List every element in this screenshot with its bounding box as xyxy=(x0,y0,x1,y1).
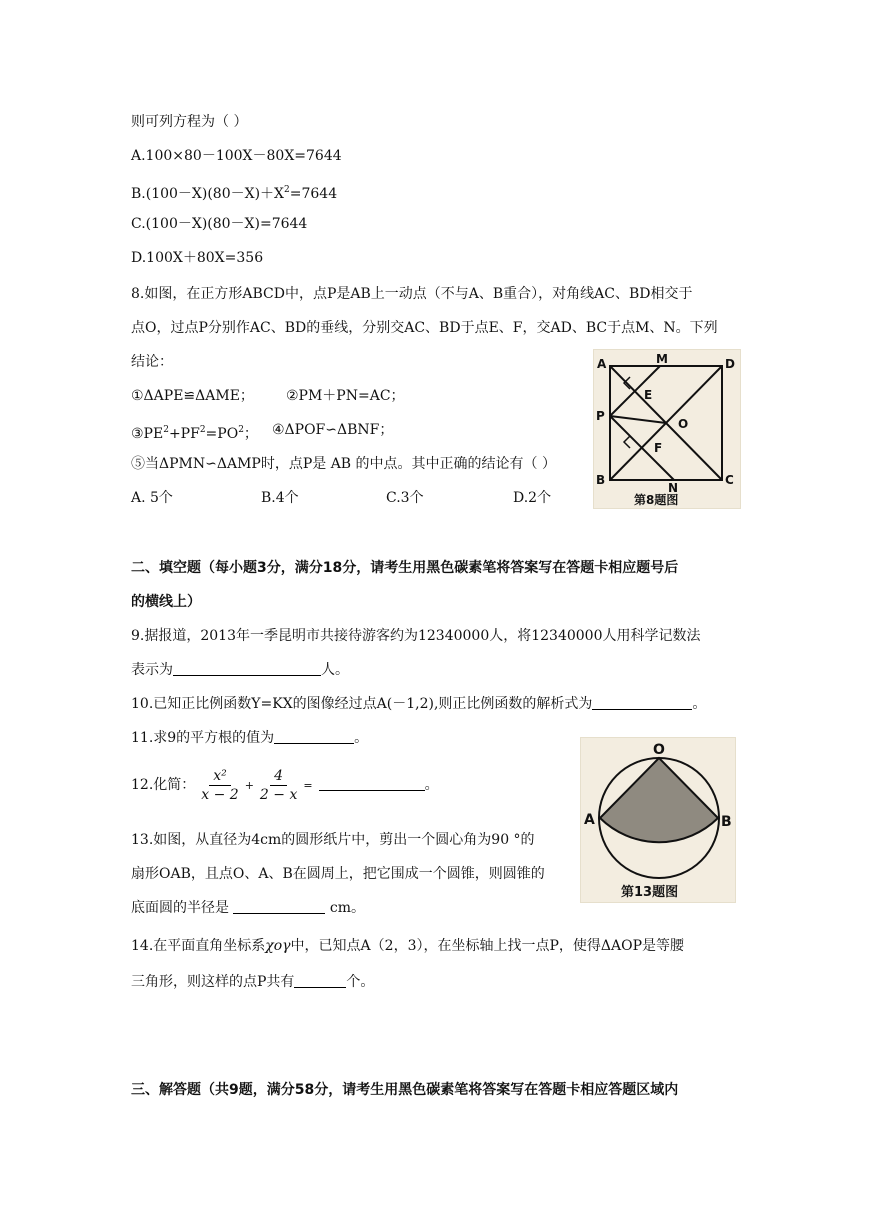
label-b: B xyxy=(721,814,732,830)
sector-oab xyxy=(600,758,718,842)
q7-option-d: D.100X＋80X=356 xyxy=(131,250,264,266)
section-2-heading-line-1: 二、填空题（每小题3分，满分18分，请考生用黑色碳素笔将答案写在答题卡相应题号后 xyxy=(131,560,679,576)
q8-line-1: 8.如图，在正方形ABCD中，点P是AB上一动点（不与A、B重合），对角线AC、BD相交于 xyxy=(131,286,693,302)
q8-option-d: D.2个 xyxy=(513,490,552,506)
q7-option-a: A.100×80－100X－80X=7644 xyxy=(131,148,342,164)
q11-text: 11.求9的平方根的值为 。 xyxy=(131,730,369,746)
q7-option-b: $B.(100-X)(80-X)+X^2=7644$ xyxy=(131,185,338,202)
label-m: M xyxy=(656,352,668,366)
figure-8-caption: 第8题图 xyxy=(634,493,679,507)
q13-line-1: 13.如图，从直径为4cm的圆形纸片中，剪出一个圆心角为90 °的 xyxy=(131,832,535,848)
q8-conclusion-5: ⑤当ΔPMN∽ΔAMP时，点P是 AB 的中点。其中正确的结论有（ ） xyxy=(131,456,556,472)
label-o: O xyxy=(678,417,689,431)
label-e: E xyxy=(644,388,653,402)
line-po xyxy=(610,416,666,423)
q9-answer-blank[interactable] xyxy=(173,661,321,676)
q8-option-a: A. 5个 xyxy=(131,490,173,506)
q12-answer-blank[interactable] xyxy=(319,776,425,791)
q8-conclusion-4: ④ΔPOF∽ΔBNF； xyxy=(272,422,394,438)
label-n: N xyxy=(668,481,679,495)
label-o: O xyxy=(653,742,665,758)
label-p: P xyxy=(596,409,605,423)
section-2-heading-line-2: 的横线上） xyxy=(131,594,201,610)
q10-text: 10.已知正比例函数Y=KX的图像经过点A(－1,2),则正比例函数的解析式为 。 xyxy=(131,696,707,712)
q9-line-1: 9.据报道，2013年一季昆明市共接待游客约为12340000人，将12340000人用科学记数法 xyxy=(131,628,701,644)
label-a: A xyxy=(597,357,607,371)
label-f: F xyxy=(654,441,663,455)
q13-answer-blank[interactable] xyxy=(233,899,325,914)
right-angle-f xyxy=(624,436,630,448)
q12-fraction-1: $\frac{\text{x²}}{x - 2}$ xyxy=(201,767,239,803)
q8-option-b: B.4个 xyxy=(261,490,299,506)
figure-8-diagram xyxy=(594,350,740,508)
q8-conclusion-2: ②PM＋PN=AC； xyxy=(286,388,405,404)
q8-line-2: 点O，过点P分别作AC、BD的垂线，分别交AC、BD于点E、F，交AD、BC于点M、N。下列 xyxy=(131,320,718,336)
q13-line-3: 底面圆的半径是 cm。 xyxy=(131,900,366,916)
section-3-heading: 三、解答题（共9题，满分58分，请考生用黑色碳素笔将答案写在答题卡相应答题区域内 xyxy=(131,1082,679,1098)
q13-line-2: 扇形OAB，且点O、A、B在圆周上，把它围成一个圆锥，则圆锥的 xyxy=(131,866,545,882)
figure-13 xyxy=(580,737,736,903)
label-d: D xyxy=(725,357,735,371)
q14-line-2: 三角形，则这样的点P共有 个。 xyxy=(131,974,375,990)
label-b: B xyxy=(596,473,606,487)
q8-line-3: 结论： xyxy=(131,354,173,370)
q8-conclusion-1: ①ΔAPE≌ΔAME； xyxy=(131,388,254,404)
figure-13-caption: 第13题图 xyxy=(621,885,679,900)
q14-answer-blank[interactable] xyxy=(294,973,346,988)
q8-conclusion-3: $③PE^2+PF^2=PO^2$； xyxy=(131,425,258,442)
q12-text: 12.化简： $\frac{\text{x²}}{x - 2}$ + $\frac{4}{2 - x}$ = 。 xyxy=(131,767,439,803)
q12-fraction-2: $\frac{4}{2 - x}$ xyxy=(259,767,298,803)
q14-line-1: 14.在平面直角坐标系χογ中，已知点A（2，3），在坐标轴上找一点P，使得ΔAOP是等腰 xyxy=(131,938,685,954)
q9-line-2: 表示为 人。 xyxy=(131,662,349,678)
figure-8 xyxy=(593,349,741,509)
figure-13-diagram xyxy=(581,738,735,902)
label-c: C xyxy=(725,473,734,487)
q7-option-c: C.(100－X)(80－X)=7644 xyxy=(131,216,308,232)
q10-answer-blank[interactable] xyxy=(592,695,692,710)
q8-option-c: C.3个 xyxy=(386,490,424,506)
q11-answer-blank[interactable] xyxy=(274,729,354,744)
q7-prompt-end: 则可列方程为（ ） xyxy=(131,114,248,130)
label-a: A xyxy=(584,812,595,828)
